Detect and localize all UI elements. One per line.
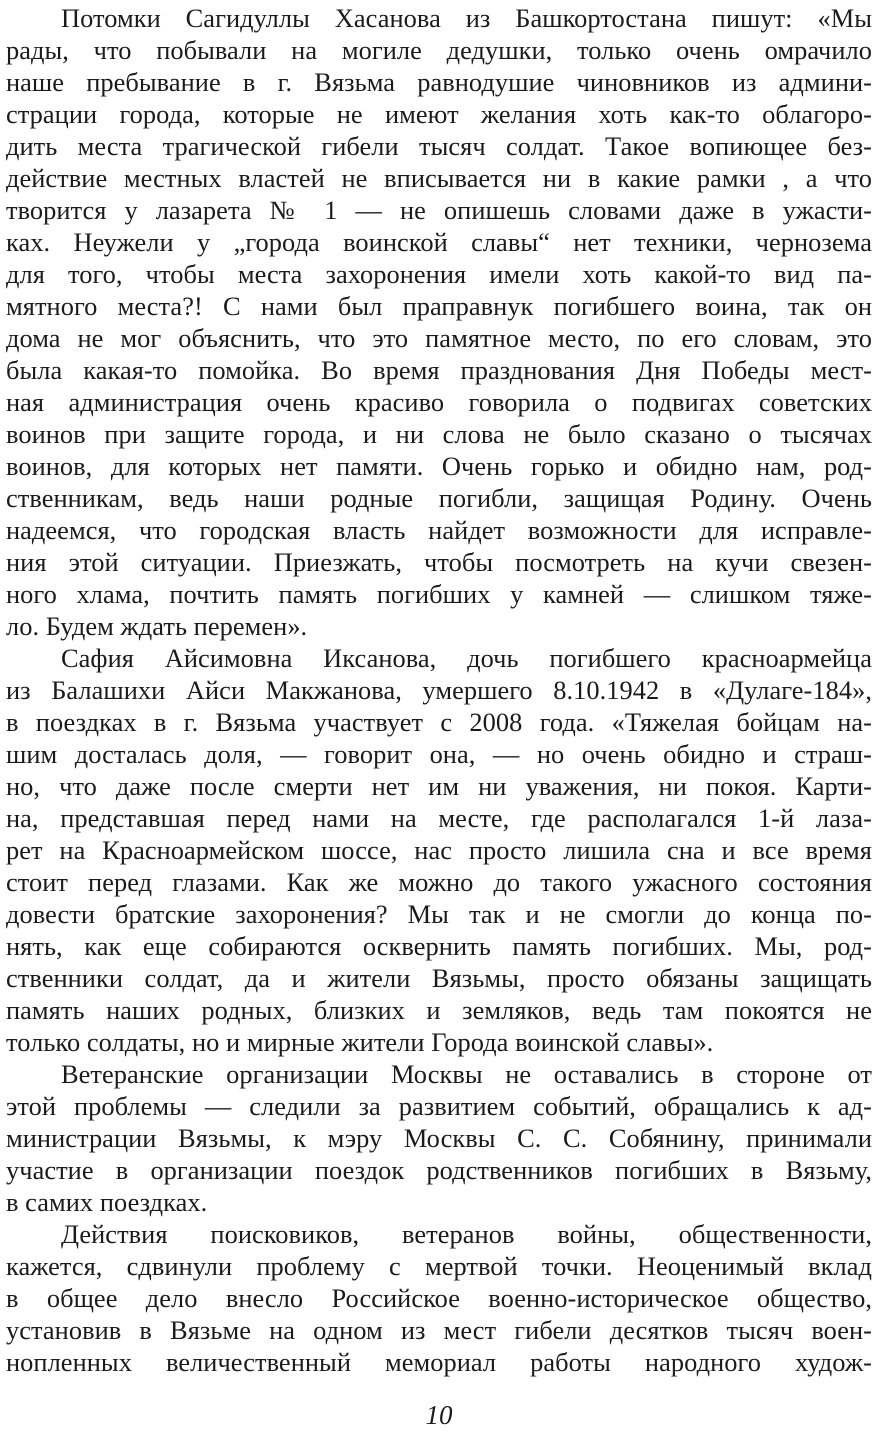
text-line: дома не мог объяснить, что это памятное место, по его словам, это [6, 323, 872, 353]
text-line: установив в Вязьме на одном из мест гибели десятков тысяч воен- [6, 1315, 872, 1345]
text-line: этой проблемы — следили за развитием событий, обращались к ад- [6, 1091, 872, 1121]
text-line: министрации Вязьмы, к мэру Москвы С. С. Собянину, принимали [6, 1123, 872, 1153]
text-line: рады, что побывали на могиле дедушки, только очень омрачило [6, 35, 872, 65]
text-line: ная администрация очень красиво говорила о подвигах советских [6, 387, 872, 417]
paragraph-veteran-organizations [6, 1058, 872, 1218]
text-line: Потомки Сагидуллы Хасанова из Башкортостана пишут: «Мы [61, 3, 872, 33]
text-line: нять, как еще собираются осквернить память погибших. Мы, род- [6, 931, 872, 961]
text-line: была какая-то помойка. Во время празднования Дня Победы мест- [6, 355, 872, 385]
paragraph-search-teams [6, 1218, 872, 1378]
text-line: нопленных величественный мемориал работы народного худож- [6, 1347, 872, 1377]
text-line: ния этой ситуации. Приезжать, чтобы посмотреть на кучи свезен- [6, 547, 872, 577]
text-line: для того, чтобы места захоронения имели хоть какой-то вид па- [6, 259, 872, 289]
page-number: 10 [425, 1400, 453, 1430]
text-line: рет на Красноармейском шоссе, нас просто лишила сна и все время [6, 835, 872, 865]
text-line: но, что даже после смерти нет им ни уважения, ни покоя. Карти- [6, 771, 872, 801]
text-line: воинов при защите города, и ни слова не было сказано о тысячах [6, 419, 872, 449]
text-line: только солдаты, но и мирные жители Города воинской славы». [6, 1027, 714, 1057]
paragraph-iksanova-quote [6, 642, 872, 1058]
text-line: ного хлама, почтить память погибших у камней — слишком тяже- [6, 579, 872, 609]
text-line: стоит перед глазами. Как же можно до такого ужасного состояния [6, 867, 872, 897]
text-line: на, представшая перед нами на месте, где располагался 1-й лаза- [6, 803, 872, 833]
text-line: действие местных властей не вписывается ни в какие рамки , а что [6, 163, 872, 193]
text-line: ственникам, ведь наши родные погибли, защищая Родину. Очень [6, 483, 872, 513]
text-line: наше пребывание в г. Вязьма равнодушие чиновников из админи- [6, 67, 872, 97]
text-line: воинов, для которых нет памяти. Очень горько и обидно нам, род- [6, 451, 872, 481]
paragraph-khasanov-quote [6, 2, 872, 642]
text-line: страции города, которые не имеют желания хоть как-то облагоро- [6, 99, 872, 129]
book-page [6, 0, 872, 1440]
text-line: довести братские захоронения? Мы так и не смогли до конца по- [6, 899, 872, 929]
text-line: Сафия Айсимовна Иксанова, дочь погибшего красноармейца [61, 643, 872, 673]
text-line: кажется, сдвинули проблему с мертвой точки. Неоценимый вклад [6, 1251, 872, 1281]
text-line: участие в организации поездок родственников погибших в Вязьму, [6, 1155, 872, 1185]
text-line: творится у лазарета № 1 — не опишешь словами даже в ужасти- [6, 195, 872, 225]
text-line: мятного места?! С нами был праправнук погибшего воина, так он [6, 291, 872, 321]
text-line: ло. Будем ждать перемен». [6, 611, 308, 641]
text-line: Действия поисковиков, ветеранов войны, общественности, [61, 1219, 872, 1249]
text-line: Ветеранские организации Москвы не оставались в стороне от [61, 1059, 872, 1089]
text-line: из Балашихи Айси Макжанова, умершего 8.10.1942 в «Дулаге-184», [6, 675, 872, 705]
text-line: память наших родных, близких и земляков, ведь там покоятся не [6, 995, 872, 1025]
text-line: ственники солдат, да и жители Вязьмы, просто обязаны защищать [6, 963, 872, 993]
text-line: в самих поездках. [6, 1187, 208, 1217]
text-line: шим досталась доля, — говорит она, — но очень обидно и страш- [6, 739, 872, 769]
body-text [6, 2, 872, 1378]
text-line: ках. Неужели у „города воинской славы“ нет техники, чернозема [6, 227, 872, 257]
text-line: дить места трагической гибели тысяч солдат. Такое вопиющее без- [6, 131, 872, 161]
text-line: надеемся, что городская власть найдет возможности для исправле- [6, 515, 872, 545]
text-line: в общее дело внесло Российское военно-историческое общество, [6, 1283, 872, 1313]
text-line: в поездках в г. Вязьма участвует с 2008 года. «Тяжелая бойцам на- [6, 707, 872, 737]
